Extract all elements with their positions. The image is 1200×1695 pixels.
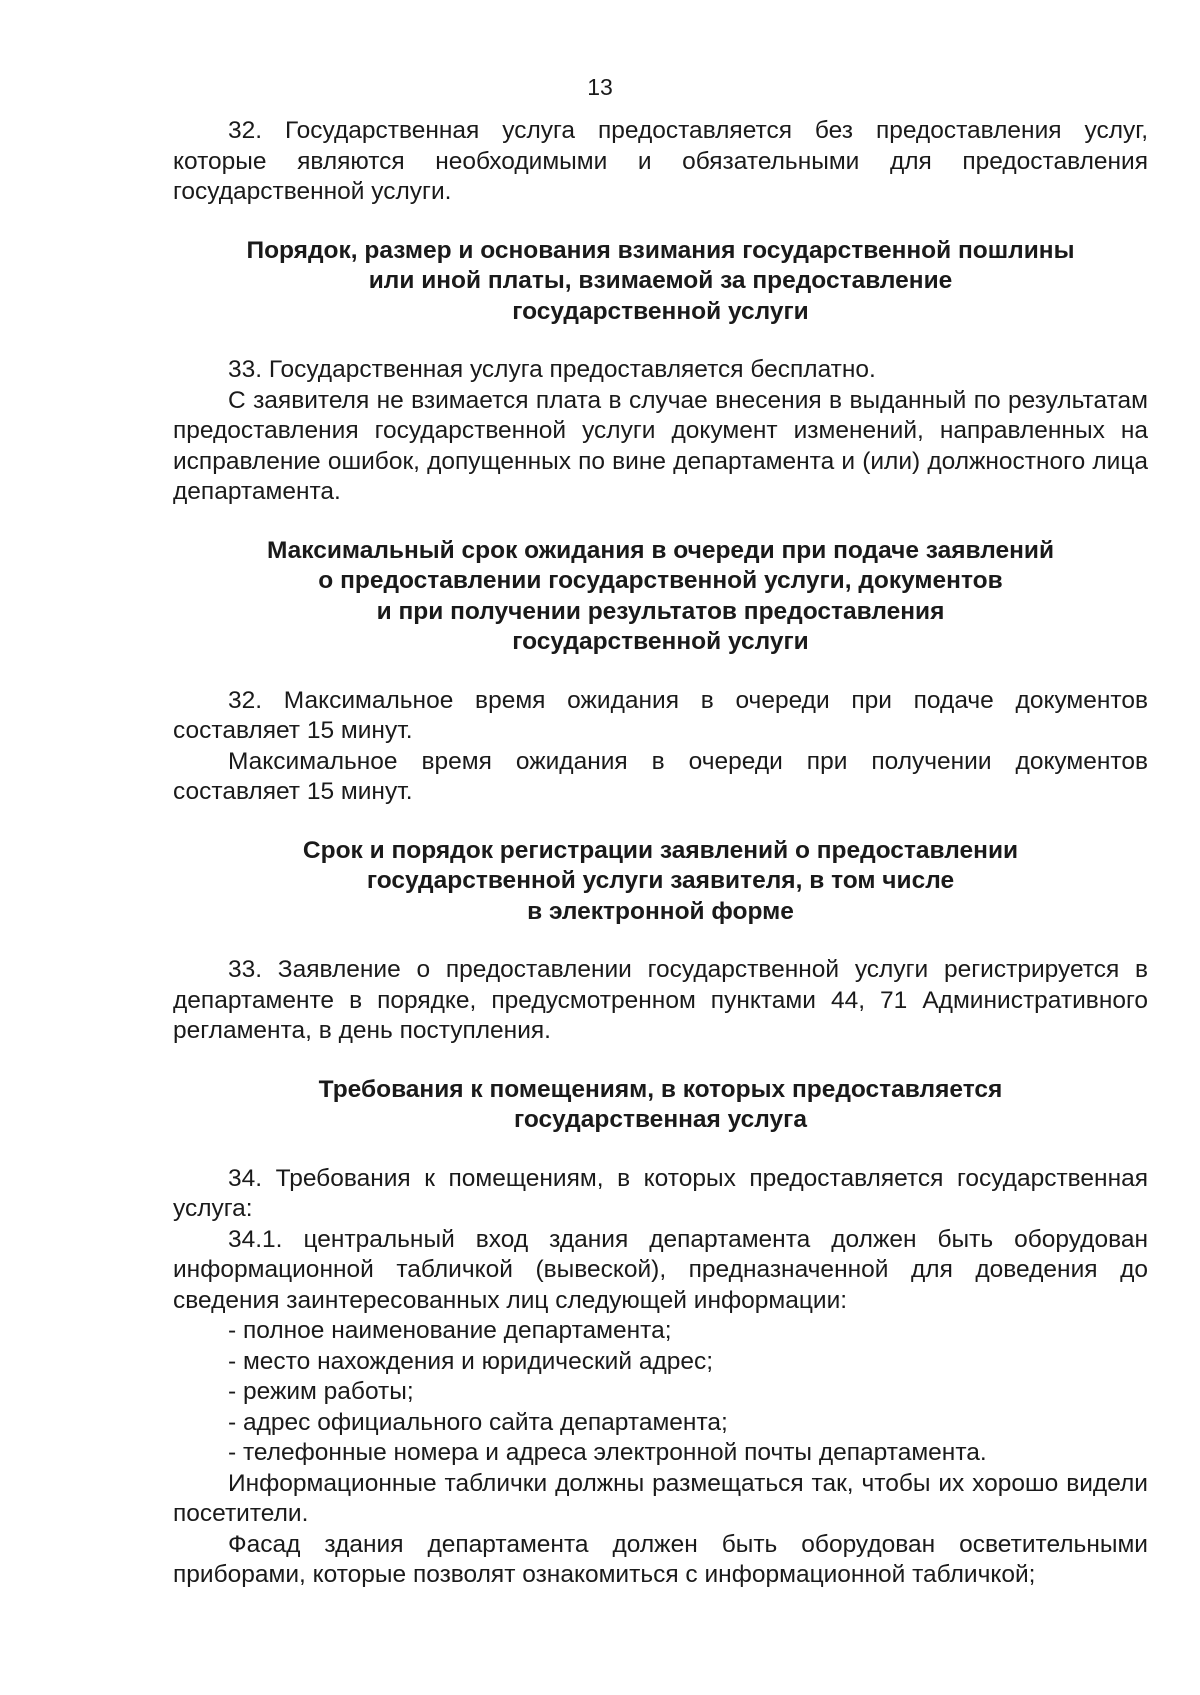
paragraph-queue-receive: Максимальное время ожидания в очереди при получении документов составляет 15 минут. — [173, 747, 1148, 805]
paragraph-33-free: 33. Государственная услуга предоставляется бесплатно. — [228, 356, 876, 383]
spacer — [173, 927, 1148, 955]
section-heading-premises: Требования к помещениям, в которых предоставляется государственная услуга — [318, 1075, 1003, 1133]
paragraph-34-premises: 34. Требования к помещениям, в которых предоставляется государственная услуга: — [173, 1164, 1148, 1222]
paragraph-signboard-visibility: Информационные таблички должны размещаться так, чтобы их хорошо видели посетители. — [173, 1469, 1148, 1527]
spacer — [173, 1047, 1148, 1075]
spacer — [173, 327, 1148, 355]
paragraph-33-no-fee-corrections: С заявителя не взимается плата в случае внесения в выданный по результатам предоставления государственной услуги документ изменений, направленных на исправление ошибок, допущенных по вине департамента и (или) должностного лица департамента. — [173, 386, 1148, 505]
section-heading-fee: Порядок, размер и основания взимания государственной пошлины или иной платы, взимаемой за предоставление государственной услуги — [246, 236, 1075, 325]
list-item: - адрес официального сайта департамента; — [228, 1408, 728, 1436]
page-content — [173, 116, 1148, 1591]
paragraph-facade-lighting: Фасад здания департамента должен быть оборудован осветительными приборами, которые позволят ознакомиться с информационной табличкой; — [173, 1530, 1148, 1588]
list-item: - полное наименование департамента; — [228, 1317, 672, 1344]
spacer — [173, 208, 1148, 236]
paragraph-33-registration: 33. Заявление о предоставлении государственной услуги регистрируется в департаменте в порядке, предусмотренном пунктами 44, 71 Административного регламента, в день поступления. — [173, 956, 1148, 1044]
list-item: - режим работы; — [228, 1378, 414, 1405]
section-heading-queue: Максимальный срок ожидания в очереди при подаче заявлений о предоставлении государственной услуги, документов и при получении результатов предоставления государственной услуги — [266, 536, 1055, 655]
paragraph-32-services: 32. Государственная услуга предоставляется без предоставления услуг, которые являются необходимыми и обязательными для предоставления государственной услуги. — [173, 117, 1148, 205]
spacer — [173, 1136, 1148, 1164]
spacer — [173, 658, 1148, 686]
page-number: 13 — [587, 74, 613, 100]
list-item: - место нахождения и юридический адрес; — [228, 1347, 714, 1375]
section-heading-registration: Срок и порядок регистрации заявлений о предоставлении государственной услуги заявителя, в том числе в электронной форме — [302, 836, 1019, 925]
list-item: - телефонные номера и адреса электронной почты департамента. — [228, 1439, 987, 1466]
spacer — [173, 808, 1148, 836]
paragraph-34-1-signboard: 34.1. центральный вход здания департамента должен быть оборудован информационной табличкой (вывеской), предназначенной для доведения до сведения заинтересованных лиц следующей информации: — [173, 1225, 1148, 1314]
spacer — [173, 508, 1148, 536]
paragraph-32-queue-submit: 32. Максимальное время ожидания в очереди при подаче документов составляет 15 минут. — [173, 686, 1148, 744]
